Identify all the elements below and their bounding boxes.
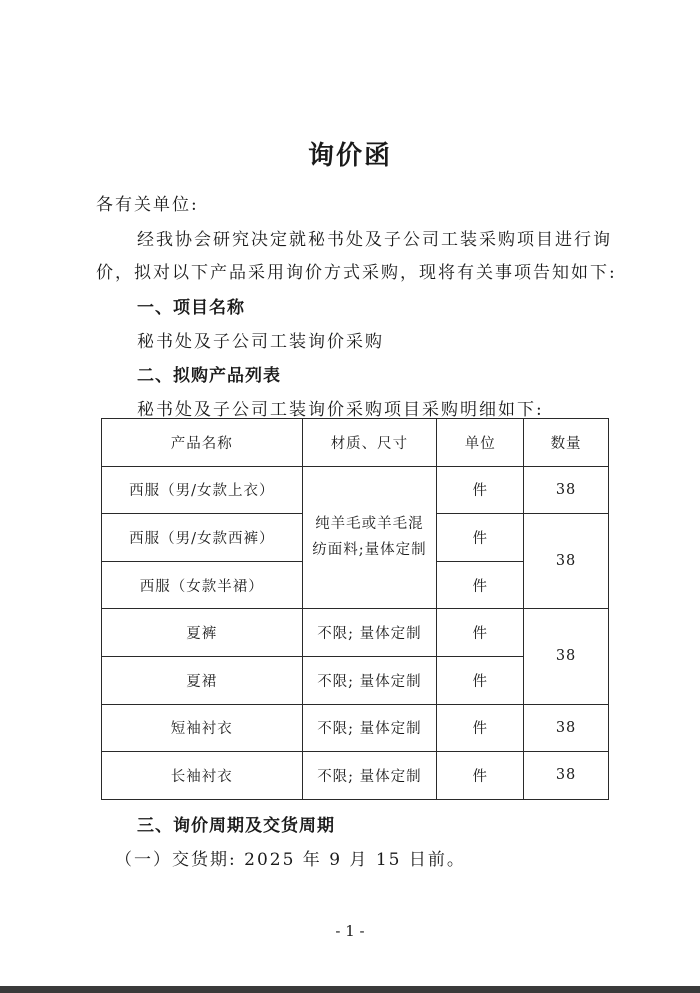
header-quantity: 数量	[524, 419, 609, 467]
section-2-text: 秘书处及子公司工装询价采购项目采购明细如下:	[137, 400, 544, 420]
material-cell: 不限; 量体定制	[302, 704, 437, 752]
product-name-cell: 西服（男/女款上衣）	[102, 466, 303, 514]
product-name-cell: 夏裤	[102, 609, 303, 657]
section-3-text: （一）交货期: 2025 年 9 月 15 日前。	[115, 850, 466, 870]
product-name-cell: 长袖衬衣	[102, 752, 303, 800]
section-3-heading: 三、询价周期及交货周期	[137, 816, 335, 836]
unit-cell: 件	[437, 561, 524, 609]
material-cell: 不限; 量体定制	[302, 656, 437, 704]
product-name-cell: 夏裙	[102, 656, 303, 704]
page-number: - 1 -	[335, 922, 365, 940]
section-1-heading: 一、项目名称	[137, 298, 245, 318]
section-2-heading: 二、拟购产品列表	[137, 366, 281, 386]
unit-cell: 件	[437, 656, 524, 704]
page-title: 询价函	[307, 141, 392, 171]
quantity-cell: 38	[524, 752, 609, 800]
unit-cell: 件	[437, 466, 524, 514]
material-cell-merged: 纯羊毛或羊毛混纺面料;量体定制	[302, 466, 437, 609]
table-row	[102, 466, 609, 514]
intro-line-2: 价，拟对以下产品采用询价方式采购，现将有关事项告知如下:	[96, 263, 617, 283]
table-row	[102, 609, 609, 657]
material-cell: 不限; 量体定制	[302, 609, 437, 657]
quantity-cell: 38	[524, 466, 609, 514]
header-material-size: 材质、尺寸	[302, 419, 437, 467]
salutation: 各有关单位:	[96, 195, 199, 215]
material-cell: 不限; 量体定制	[302, 752, 437, 800]
header-unit: 单位	[437, 419, 524, 467]
product-name-cell: 短袖衬衣	[102, 704, 303, 752]
product-table	[101, 418, 609, 800]
table-header-row	[102, 419, 609, 467]
unit-cell: 件	[437, 704, 524, 752]
table-row	[102, 752, 609, 800]
quantity-cell-merged: 38	[524, 609, 609, 704]
product-name-cell: 西服（女款半裙）	[102, 561, 303, 609]
quantity-cell-merged: 38	[524, 514, 609, 609]
header-product-name: 产品名称	[102, 419, 303, 467]
product-name-cell: 西服（男/女款西裤）	[102, 514, 303, 562]
intro-line-1: 经我协会研究决定就秘书处及子公司工装采购项目进行询	[137, 230, 612, 250]
unit-cell: 件	[437, 752, 524, 800]
unit-cell: 件	[437, 609, 524, 657]
unit-cell: 件	[437, 514, 524, 562]
table-row	[102, 704, 609, 752]
section-1-text: 秘书处及子公司工装询价采购	[137, 332, 384, 352]
quantity-cell: 38	[524, 704, 609, 752]
scan-bottom-edge	[0, 986, 700, 993]
